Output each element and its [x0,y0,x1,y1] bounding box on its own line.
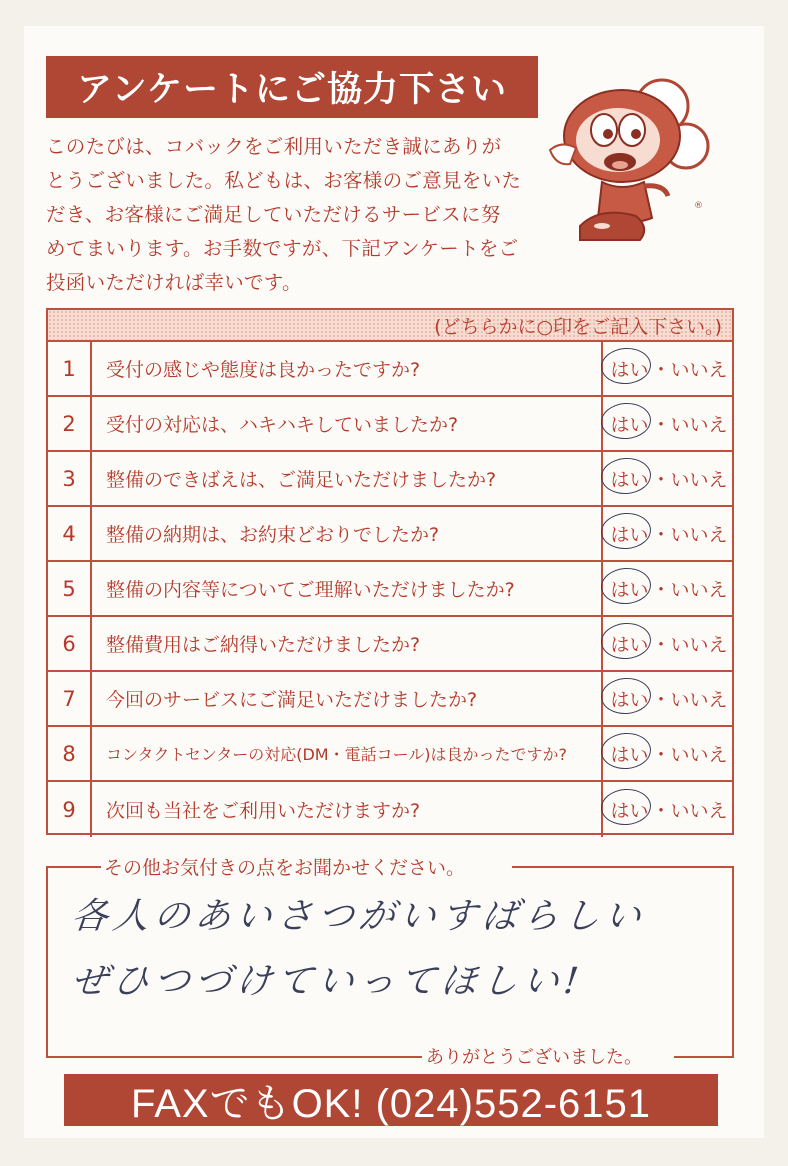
survey-question-row [48,617,732,672]
answer-yes-label: はい [610,359,649,381]
answer-yes[interactable] [607,575,651,602]
answer-yes-label: はい [610,579,649,601]
answer-separator: ・ [651,744,671,766]
answer-no[interactable]: いいえ [670,469,728,491]
question-number: 9 [48,782,92,837]
answer-options [601,342,732,395]
answer-yes[interactable] [607,355,651,382]
survey-question-row [48,782,732,837]
answer-yes[interactable] [607,685,651,712]
kobac-mascot-icon [540,68,710,248]
answer-no[interactable]: いいえ [670,524,728,546]
answer-no[interactable]: いいえ [670,634,728,656]
answer-no[interactable]: いいえ [670,414,728,436]
answer-no[interactable]: いいえ [670,689,728,711]
answer-no[interactable]: いいえ [670,579,728,601]
answer-yes-label: はい [610,634,649,656]
comments-border [46,1056,422,1058]
survey-instruction: (どちらかに○印をご記入下さい。) [48,310,732,342]
question-text: コンタクトセンターの対応(DM・電話コール)は良かったですか? [106,745,568,764]
survey-table [46,308,734,835]
question-number: 8 [48,727,92,780]
fax-banner: FAXでもOK! (024)552-6151 [64,1074,718,1126]
answer-options [601,397,732,450]
answer-no[interactable]: いいえ [670,359,728,381]
intro-line: とうございました。私どもは、お客様のご意見をいた [46,169,522,192]
answer-yes-label: はい [610,744,649,766]
answer-options [601,727,732,780]
question-text: 受付の対応は、ハキハキしていましたか? [106,414,459,436]
answer-yes-label: はい [610,414,649,436]
question-text: 整備のできばえは、ご満足いただけましたか? [106,469,497,491]
answer-separator: ・ [651,469,671,491]
answer-yes-label: はい [610,800,649,822]
survey-question-row [48,507,732,562]
comments-border [674,1056,734,1058]
question-number: 5 [48,562,92,615]
survey-question-row [48,397,732,452]
question-text: 次回も当社をご利用いただけますか? [106,800,421,822]
answer-yes-label: はい [610,689,649,711]
question-text: 受付の感じや態度は良かったですか? [106,359,421,381]
answer-yes[interactable] [607,796,651,823]
survey-question-row [48,452,732,507]
answer-options [601,782,732,837]
answer-separator: ・ [651,800,671,822]
question-number: 6 [48,617,92,670]
intro-line: めてまいります。お手数ですが、下記アンケートをご [46,237,519,260]
answer-separator: ・ [651,524,671,546]
answer-separator: ・ [651,359,671,381]
answer-yes[interactable] [607,465,651,492]
answer-yes[interactable] [607,410,651,437]
answer-separator: ・ [651,414,671,436]
intro-line: 投函いただければ幸いです。 [46,271,302,294]
comments-label: その他お気付きの点をお聞かせください。 [104,857,466,879]
answer-yes[interactable] [607,630,651,657]
answer-yes-label: はい [610,469,649,491]
intro-line: このたびは、コバックをご利用いただき誠にありが [46,135,502,158]
answer-options [601,617,732,670]
handwritten-comment: ぜひつづけていってほしい! [69,961,586,1002]
intro-line: だき、お客様にご満足していただけるサービスに努 [46,203,501,226]
answer-no[interactable]: いいえ [670,800,728,822]
registered-mark: ® [694,201,703,211]
survey-question-row [48,672,732,727]
survey-question-row [48,727,732,782]
handwritten-comment: 各人のあいさつがいすばらしい [69,896,648,937]
answer-options [601,672,732,725]
intro-text [46,130,546,300]
answer-separator: ・ [651,689,671,711]
answer-separator: ・ [651,579,671,601]
question-number: 4 [48,507,92,560]
thanks-text: ありがとうございました。 [426,1047,642,1068]
question-number: 7 [48,672,92,725]
question-number: 3 [48,452,92,505]
answer-yes[interactable] [607,740,651,767]
question-text: 今回のサービスにご満足いただけましたか? [106,689,478,711]
question-text: 整備の納期は、お約束どおりでしたか? [106,524,440,546]
survey-title: アンケートにご協力下さい [46,56,538,118]
question-text: 整備の内容等についてご理解いただけましたか? [106,579,515,601]
answer-options [601,507,732,560]
answer-options [601,562,732,615]
answer-no[interactable]: いいえ [670,744,728,766]
answer-separator: ・ [651,634,671,656]
question-text: 整備費用はご納得いただけましたか? [106,634,421,656]
answer-options [601,452,732,505]
survey-question-row [48,562,732,617]
question-number: 1 [48,342,92,395]
question-number: 2 [48,397,92,450]
survey-question-row [48,342,732,397]
answer-yes-label: はい [610,524,649,546]
answer-yes[interactable] [607,520,651,547]
